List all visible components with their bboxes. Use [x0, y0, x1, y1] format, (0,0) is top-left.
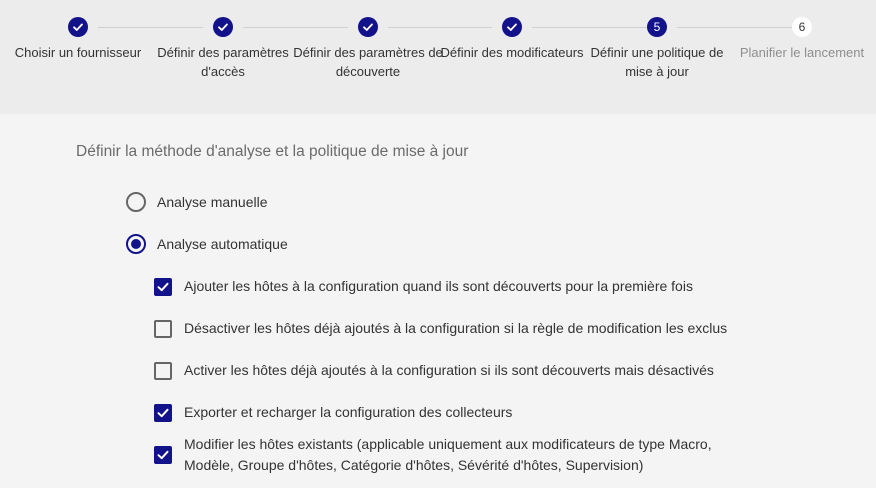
check-icon — [156, 280, 170, 294]
step-4-indicator[interactable] — [502, 17, 522, 37]
radio-button[interactable] — [126, 234, 146, 254]
checkbox-add-hosts[interactable] — [154, 276, 693, 297]
step-5-label[interactable]: Définir une politique de mise à jour — [590, 45, 724, 79]
step-4-label[interactable]: Définir des modificateurs — [440, 45, 584, 60]
check-icon — [156, 448, 170, 462]
check-icon — [156, 406, 170, 420]
step-2-indicator[interactable] — [213, 17, 233, 37]
step-connector — [243, 27, 348, 28]
step-3-indicator[interactable] — [358, 17, 378, 37]
checkbox[interactable] — [154, 362, 172, 380]
step-connector — [98, 27, 203, 28]
checkbox-label: Exporter et recharger la configuration des collecteurs — [184, 404, 513, 420]
checkbox-disable-hosts[interactable] — [154, 318, 727, 339]
checkbox-label: Ajouter les hôtes à la configuration quand ils sont découverts pour la première fois — [184, 278, 693, 294]
step-6-indicator[interactable]: 6 — [792, 17, 812, 37]
step-1-indicator[interactable] — [68, 17, 88, 37]
section-title: Définir la méthode d'analyse et la politique de mise à jour — [76, 143, 469, 160]
step-1-label[interactable]: Choisir un fournisseur — [14, 45, 142, 60]
step-connector — [532, 27, 647, 28]
radio-label: Analyse manuelle — [157, 194, 268, 210]
check-icon — [506, 21, 518, 33]
checkbox[interactable] — [154, 404, 172, 422]
checkbox[interactable] — [154, 278, 172, 296]
check-icon — [362, 21, 374, 33]
checkbox-update-existing-hosts[interactable] — [154, 434, 754, 476]
radio-selected-dot — [131, 239, 141, 249]
check-icon — [217, 21, 229, 33]
step-2-label[interactable]: Définir des paramètres d'accès — [157, 45, 289, 79]
step-5-indicator[interactable]: 5 — [647, 17, 667, 37]
step-3-label[interactable]: Définir des paramètres de découverte — [293, 45, 443, 79]
checkbox-label: Désactiver les hôtes déjà ajoutés à la configuration si la règle de modification les exclus — [184, 320, 728, 336]
checkbox-label: Activer les hôtes déjà ajoutés à la configuration si ils sont découverts mais désactivés — [184, 362, 714, 378]
step-6-label[interactable]: Planifier le lancement — [739, 45, 865, 60]
step-connector — [677, 27, 792, 28]
checkbox-enable-hosts[interactable] — [154, 360, 714, 381]
checkbox[interactable] — [154, 446, 172, 464]
radio-automatic-analysis[interactable] — [126, 234, 288, 254]
check-icon — [72, 21, 84, 33]
radio-manual-analysis[interactable] — [126, 192, 268, 212]
radio-button[interactable] — [126, 192, 146, 212]
checkbox-export-reload[interactable] — [154, 402, 512, 423]
checkbox[interactable] — [154, 320, 172, 338]
radio-label: Analyse automatique — [157, 236, 288, 252]
wizard-stepper — [0, 0, 876, 114]
checkbox-label: Modifier les hôtes existants (applicable uniquement aux modificateurs de type Macro, Modèle, Groupe d'hôtes, Catégorie d'hôtes, Sévérité d'hôtes, Supervision) — [184, 436, 712, 473]
step-connector — [388, 27, 492, 28]
